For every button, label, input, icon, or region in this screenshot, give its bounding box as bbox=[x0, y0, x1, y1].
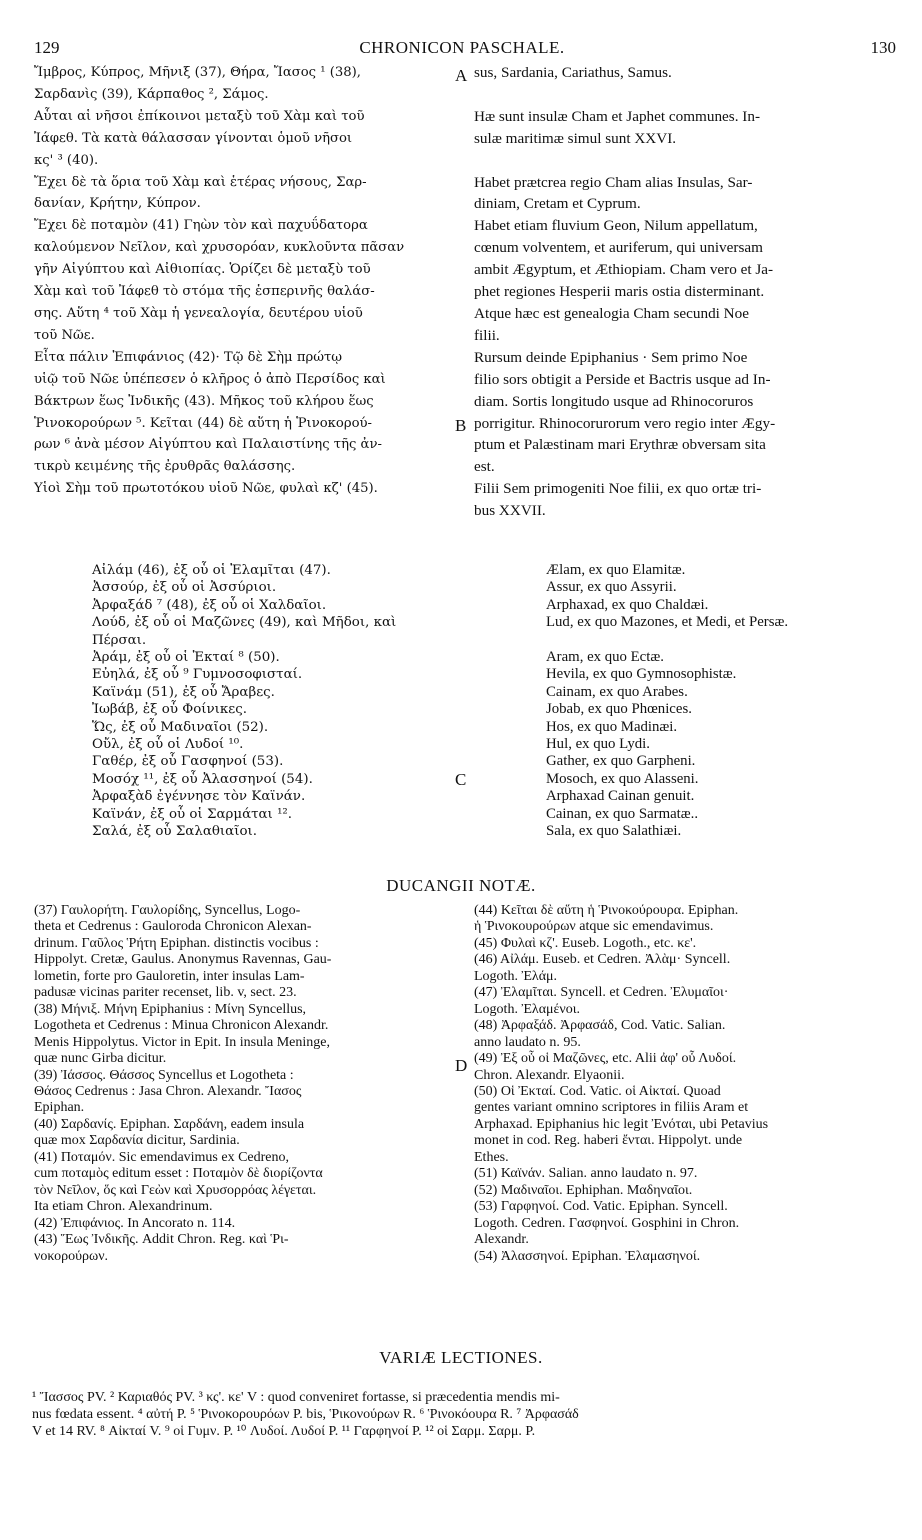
greek-text-line: Υἱοὶ Σὴμ τοῦ πρωτοτόκου υἱοῦ Νῶε, φυλαὶ κζ' (45). bbox=[34, 481, 378, 497]
latin-text-line: cœnum volventem, et auriferum, qui universam bbox=[474, 239, 763, 257]
note-line: Menis Hippolytus. Victor in Epit. In insula Meninge, bbox=[34, 1034, 330, 1050]
latin-text-line: filio sors obtigit a Perside et Bactris usque ad In- bbox=[474, 370, 771, 388]
latin-list-item: Assur, ex quo Assyrii. bbox=[546, 579, 677, 596]
note-line: τὸν Νεῖλον, ὅς καὶ Γεὼν καὶ Χρυσορρόας λέγεται. bbox=[34, 1182, 317, 1198]
latin-text-line: Hæ sunt insulæ Cham et Japhet communes. In- bbox=[474, 107, 761, 125]
latin-text-line: Rursum deinde Epiphanius · Sem primo Noe bbox=[474, 348, 748, 366]
latin-list-item: Sala, ex quo Salathiæi. bbox=[546, 823, 682, 840]
notes-left-column bbox=[34, 903, 454, 1265]
greek-list-item: Ἀρφαξάδ ⁷ (48), ἐξ οὗ οἱ Χαλδαῖοι. bbox=[92, 597, 327, 613]
greek-list-item: Ἀσσούρ, ἐξ οὗ οἱ Ἀσσύριοι. bbox=[92, 580, 277, 596]
greek-text-line: Ἔχει δὲ ποταμὸν (41) Γηὼν τὸν καὶ παχυΰδατορα bbox=[34, 218, 368, 234]
latin-list-item: Jobab, ex quo Phœnices. bbox=[546, 701, 692, 718]
greek-list-item: Οὔλ, ἐξ οὗ οἱ Λυδοί ¹⁰. bbox=[92, 737, 244, 753]
note-line: quæ mox Σαρδανία dicitur, Sardinia. bbox=[34, 1133, 240, 1149]
greek-text-line: Ἴμβρος, Κύπρος, Μῆνιξ (37), Θήρα, Ἴασος ¹ (38), bbox=[34, 65, 361, 80]
note-line: Ethes. bbox=[474, 1149, 509, 1165]
note-line: Logoth. Ἐλαμένοι. bbox=[474, 1001, 581, 1017]
note-line: (41) Ποταμόν. Sic emendavimus ex Cedreno, bbox=[34, 1149, 290, 1165]
note-line: (46) Αἰλάμ. Euseb. et Cedren. Ἀλὰμ· Syncell. bbox=[474, 952, 731, 968]
latin-text-line: est. bbox=[474, 458, 495, 476]
note-line: anno laudato n. 95. bbox=[474, 1034, 581, 1050]
greek-text-line: Βάκτρων ἕως Ἰνδικῆς (43). Μῆκος τοῦ κλήρου ἕως bbox=[34, 393, 374, 409]
note-line: Logotheta et Cedrenus : Minua Chronicon Alexandr. bbox=[34, 1018, 329, 1034]
latin-text-line: diam. Sortis longitudo usque ad Rhinocoruros bbox=[474, 392, 754, 410]
note-line: cum ποταμὸς editum esset : Ποταμὸν δὲ διορίζοντα bbox=[34, 1166, 323, 1182]
note-line: (43) Ἕως Ἰνδικῆς. Addit Chron. Reg. καὶ Ῥι- bbox=[34, 1232, 289, 1248]
latin-text-line: bus XXVII. bbox=[474, 502, 546, 520]
latin-list-item: Arphaxad, ex quo Chaldæi. bbox=[546, 596, 709, 613]
greek-text-line: υἱῷ τοῦ Νῶε ὑπέπεσεν ὁ κλῆρος ὁ ἀπὸ Περσίδος καὶ bbox=[34, 371, 386, 387]
greek-list-item: Γαθέρ, ἐξ οὗ Γασφηνοί (53). bbox=[92, 754, 284, 770]
greek-text-line: Αὗται αἱ νῆσοι ἐπίκοινοι μεταξὺ τοῦ Χὰμ καὶ τοῦ bbox=[34, 108, 365, 124]
latin-text-line: filii. bbox=[474, 326, 500, 344]
greek-list-item: Αἰλάμ (46), ἐξ οὗ οἱ Ἐλαμῖται (47). bbox=[92, 563, 331, 578]
latin-list-item: Hevila, ex quo Gymnosophistæ. bbox=[546, 666, 737, 683]
latin-text-line: Filii Sem primogeniti Noe filii, ex quo ortæ tri- bbox=[474, 480, 762, 498]
greek-text-column bbox=[34, 62, 470, 500]
greek-list-item: Ἀράμ, ἐξ οὗ οἱ Ἐκταί ⁸ (50). bbox=[92, 650, 280, 666]
note-line: Hippolyt. Cretæ, Gaulus. Anonymus Ravennas, Gau- bbox=[34, 952, 332, 968]
greek-text-line: τοῦ Νῶε. bbox=[34, 327, 95, 343]
greek-list-item: Ἰωβάβ, ἐξ οὗ Φοίνικες. bbox=[92, 702, 247, 718]
latin-text-line: ptum et Palæstinam mari Erythræ obversam sita bbox=[474, 436, 766, 454]
notes-right-column bbox=[474, 903, 888, 1265]
greek-list-item: Λούδ, ἐξ οὗ οἱ Μαζῶνες (49), καὶ Μῆδοι, καὶ bbox=[92, 615, 397, 631]
note-line: Chron. Alexandr. Elyaonii. bbox=[474, 1067, 625, 1083]
latin-text-line bbox=[474, 84, 888, 106]
greek-genealogy-list bbox=[92, 562, 528, 841]
notes-heading: DUCANGII NOTÆ. bbox=[386, 876, 536, 895]
note-line: (40) Σαρδανίς. Epiphan. Σαρδάνη, eadem insula bbox=[34, 1116, 305, 1132]
latin-genealogy-list bbox=[546, 562, 922, 841]
note-line: ἡ Ῥινοκουρούρων atque sic emendavimus. bbox=[474, 919, 714, 935]
greek-text-line: Ῥινοκορούρων ⁵. Κεῖται (44) δὲ αὕτη ἡ Ῥινοκορού- bbox=[34, 415, 373, 431]
latin-list-item: Ælam, ex quo Elamitæ. bbox=[546, 562, 686, 578]
greek-text-line: Εἶτα πάλιν Ἐπιφάνιος (42)· Τῷ δὲ Σὴμ πρώτῳ bbox=[34, 349, 343, 365]
note-line: theta et Cedrenus : Gauloroda Chronicon Alexan- bbox=[34, 919, 312, 935]
variant-reading-line: ¹ Ἴασσος PV. ² Καριαθός PV. ³ κς'. κε' V : quod conveniret fortasse, si præcedentia mendis mi- bbox=[32, 1390, 560, 1405]
latin-text-column bbox=[474, 62, 888, 522]
note-line: Ita etiam Chron. Alexandrinum. bbox=[34, 1199, 213, 1215]
note-line: νοκορούρων. bbox=[34, 1248, 109, 1264]
latin-list-item: Hul, ex quo Lydi. bbox=[546, 736, 650, 753]
greek-text-line: τικρὺ κειμένης τῆς ἐρυθρᾶς θαλάσσης. bbox=[34, 459, 296, 475]
note-line: (37) Γαυλορήτη. Γαυλορίδης, Syncellus, Logo- bbox=[34, 903, 301, 918]
latin-list-item: Aram, ex quo Ectæ. bbox=[546, 649, 664, 666]
greek-list-item: Καϊνάν, ἐξ οὗ οἱ Σαρμάται ¹². bbox=[92, 806, 293, 822]
latin-text-line: ambit Ægyptum, et Æthiopiam. Cham vero et Ja- bbox=[474, 261, 774, 279]
greek-text-line: Ἰάφεθ. Τὰ κατὰ θάλασσαν γίνονται ὁμοῦ νῆσοι bbox=[34, 130, 353, 146]
variae-heading: VARIÆ LECTIONES. bbox=[379, 1348, 543, 1367]
margin-marker-d: D bbox=[455, 1056, 468, 1075]
latin-text-line: Atque hæc est genealogia Cham secundi Noe bbox=[474, 304, 749, 322]
note-line: Logoth. Ἐλάμ. bbox=[474, 968, 558, 984]
note-line: (48) Ἀρφαξάδ. Ἀρφασάδ, Cod. Vatic. Salian. bbox=[474, 1018, 726, 1034]
note-line: (49) Ἐξ οὗ οἱ Μαζῶνες, etc. Alii ἀφ' οὗ Λυδοί. bbox=[474, 1051, 737, 1067]
note-line: Θάσος Cedrenus : Jasa Chron. Alexandr. Ἴασος bbox=[34, 1083, 302, 1099]
latin-list-item: Arphaxad Cainan genuit. bbox=[546, 788, 695, 805]
latin-text-line: Habet etiam fluvium Geon, Nilum appellatum, bbox=[474, 217, 758, 235]
note-line: Alexandr. bbox=[474, 1232, 529, 1248]
page-header bbox=[28, 38, 896, 62]
latin-text-line: diniam, Cretam et Cyprum. bbox=[474, 195, 641, 213]
latin-list-item: Cainan, ex quo Sarmatæ.. bbox=[546, 805, 699, 822]
note-line: (47) Ἐλαμῖται. Syncell. et Cedren. Ἐλυμαῖοι· bbox=[474, 985, 729, 1001]
page-number-left: 129 bbox=[34, 38, 60, 57]
note-line: (52) Μαδιναῖοι. Ephiphan. Μαδηναῖοι. bbox=[474, 1182, 693, 1198]
greek-text-line: Ἔχει δὲ τὰ ὅρια τοῦ Χὰμ καὶ ἑτέρας νήσους, Σαρ- bbox=[34, 174, 367, 190]
latin-list-item: Hos, ex quo Madinæi. bbox=[546, 718, 678, 735]
greek-list-item: Σαλά, ἐξ οὗ Σαλαθιαῖοι. bbox=[92, 824, 258, 840]
note-line: gentes variant omnino scriptores in filiis Aram et bbox=[474, 1100, 749, 1116]
greek-text-line: δανίαν, Κρήτην, Κύπρον. bbox=[34, 196, 201, 212]
greek-text-line: ρων ⁶ ἀνὰ μέσον Αἰγύπτου καὶ Παλαιστίνης τῆς ἀν- bbox=[34, 437, 382, 453]
greek-text-line: Σαρδανὶς (39), Κάρπαθος ², Σάμος. bbox=[34, 86, 269, 102]
running-title: CHRONICON PASCHALE. bbox=[359, 38, 565, 57]
note-line: (50) Οἱ Ἐκταί. Cod. Vatic. οἱ Αἰκταί. Quoad bbox=[474, 1083, 721, 1099]
latin-text-line: Habet prætcrea regio Cham alias Insulas, Sar- bbox=[474, 173, 753, 191]
note-line: (42) Ἐπιφάνιος. In Ancorato n. 114. bbox=[34, 1215, 236, 1231]
greek-text-line: σης. Αὕτη ⁴ τοῦ Χὰμ ἡ γενεαλογία, δευτέρου υἱοῦ bbox=[34, 305, 363, 321]
note-line: Epiphan. bbox=[34, 1100, 85, 1116]
note-line: quæ nunc Girba dicitur. bbox=[34, 1051, 167, 1067]
variant-reading-line: nus fœdata essent. ⁴ αὐτή P. ⁵ Ῥινοκορουρόων P. bis, Ῥικονούρων R. ⁶ Ῥινοκόουρα R. ⁷ Ἀρφασάδ bbox=[32, 1407, 579, 1422]
greek-list-item: Εὐηλά, ἐξ οὗ ⁹ Γυμνοσοφισταί. bbox=[92, 667, 303, 683]
latin-text-line: sulæ maritimæ simul sunt XXVI. bbox=[474, 129, 677, 147]
variant-reading-line: V et 14 RV. ⁸ Αἰκταί V. ⁹ οἱ Γυμν. P. ¹⁰ Λυδοί. Λυδοί P. ¹¹ Γαρφηνοί P. ¹² οἱ Σαρμ. Σαρμ. P. bbox=[32, 1424, 536, 1439]
note-line: drinum. Γαῦλος Ῥήτη Epiphan. distinctis vocibus : bbox=[34, 935, 319, 951]
latin-list-item: Cainam, ex quo Arabes. bbox=[546, 683, 688, 700]
note-line: monet in cod. Reg. haberi ἔνται. Hippolyt. unde bbox=[474, 1133, 743, 1149]
greek-text-line: καλούμενον Νεῖλον, καὶ χρυσορόαν, κυκλοῦντα πᾶσαν bbox=[34, 240, 405, 256]
page-number-right: 130 bbox=[870, 38, 896, 57]
note-line: (54) Ἀλασσηνοί. Epiphan. Ἐλαμασηνοί. bbox=[474, 1248, 701, 1264]
note-line: (44) Κεῖται δὲ αὕτη ἡ Ῥινοκούρουρα. Epiphan. bbox=[474, 903, 739, 918]
latin-text-line bbox=[474, 150, 888, 172]
note-line: (45) Φυλαὶ κζ'. Euseb. Logoth., etc. κε'. bbox=[474, 935, 697, 951]
greek-list-item: Μοσόχ ¹¹, ἐξ οὗ Ἀλασσηνοί (54). bbox=[92, 771, 313, 787]
note-line: padusæ vicinas pariter recenset, lib. v, sect. 23. bbox=[34, 985, 297, 1001]
note-line: Arphaxad. Epiphanius hic legit Ἐνόται, ubi Petavius bbox=[474, 1116, 769, 1132]
latin-list-item: Lud, ex quo Mazones, et Medi, et Persæ. bbox=[546, 614, 789, 631]
note-line: lometin, forte pro Gauloretin, inter insulas Lam- bbox=[34, 968, 305, 984]
greek-list-item: Καϊνάμ (51), ἐξ οὗ Ἄραβες. bbox=[92, 684, 275, 700]
note-line: Logoth. Cedren. Γασφηνοί. Gosphini in Chron. bbox=[474, 1215, 740, 1231]
note-line: (39) Ἰάσσος. Θάσσος Syncellus et Logotheta : bbox=[34, 1067, 294, 1083]
note-line: (51) Καϊνάν. Salian. anno laudato n. 97. bbox=[474, 1166, 698, 1182]
note-line: (38) Μήνιξ. Μήνη Epiphanius : Μίνη Syncellus, bbox=[34, 1001, 307, 1017]
latin-text-line: porrigitur. Rhinocorurorum vero regio inter Ægy- bbox=[474, 414, 776, 432]
latin-text-line: phet regiones Hesperii maris ostia disterminant. bbox=[474, 283, 765, 301]
greek-text-line: γῆν Αἰγύπτου καὶ Αἰθιοπίας. Ὁρίζει δὲ μεταξὺ τοῦ bbox=[34, 262, 371, 278]
margin-marker-a: A bbox=[455, 66, 468, 85]
latin-list-item: Gather, ex quo Garpheni. bbox=[546, 753, 696, 770]
greek-text-line: Χὰμ καὶ τοῦ Ἰάφεθ τὸ στόμα τῆς ἑσπερινῆς θαλάσ- bbox=[34, 284, 375, 300]
greek-list-item: Ὥς, ἐξ οὗ Μαδιναῖοι (52). bbox=[92, 719, 269, 735]
greek-list-item: Ἀρφαξὰδ ἐγέννησε τὸν Καϊνάν. bbox=[92, 789, 306, 805]
latin-list-item: Mosoch, ex quo Alasseni. bbox=[546, 770, 699, 787]
margin-marker-c: C bbox=[455, 770, 467, 789]
greek-list-item: Πέρσαι. bbox=[92, 632, 147, 648]
variae-lectiones-block bbox=[32, 1389, 892, 1440]
latin-list-item bbox=[546, 632, 922, 649]
note-line: (53) Γαρφηνοί. Cod. Vatic. Epiphan. Syncell. bbox=[474, 1199, 728, 1215]
greek-text-line: κς' ³ (40). bbox=[34, 152, 99, 168]
latin-text-line: sus, Sardania, Cariathus, Samus. bbox=[474, 64, 672, 81]
margin-marker-b: B bbox=[455, 416, 467, 435]
